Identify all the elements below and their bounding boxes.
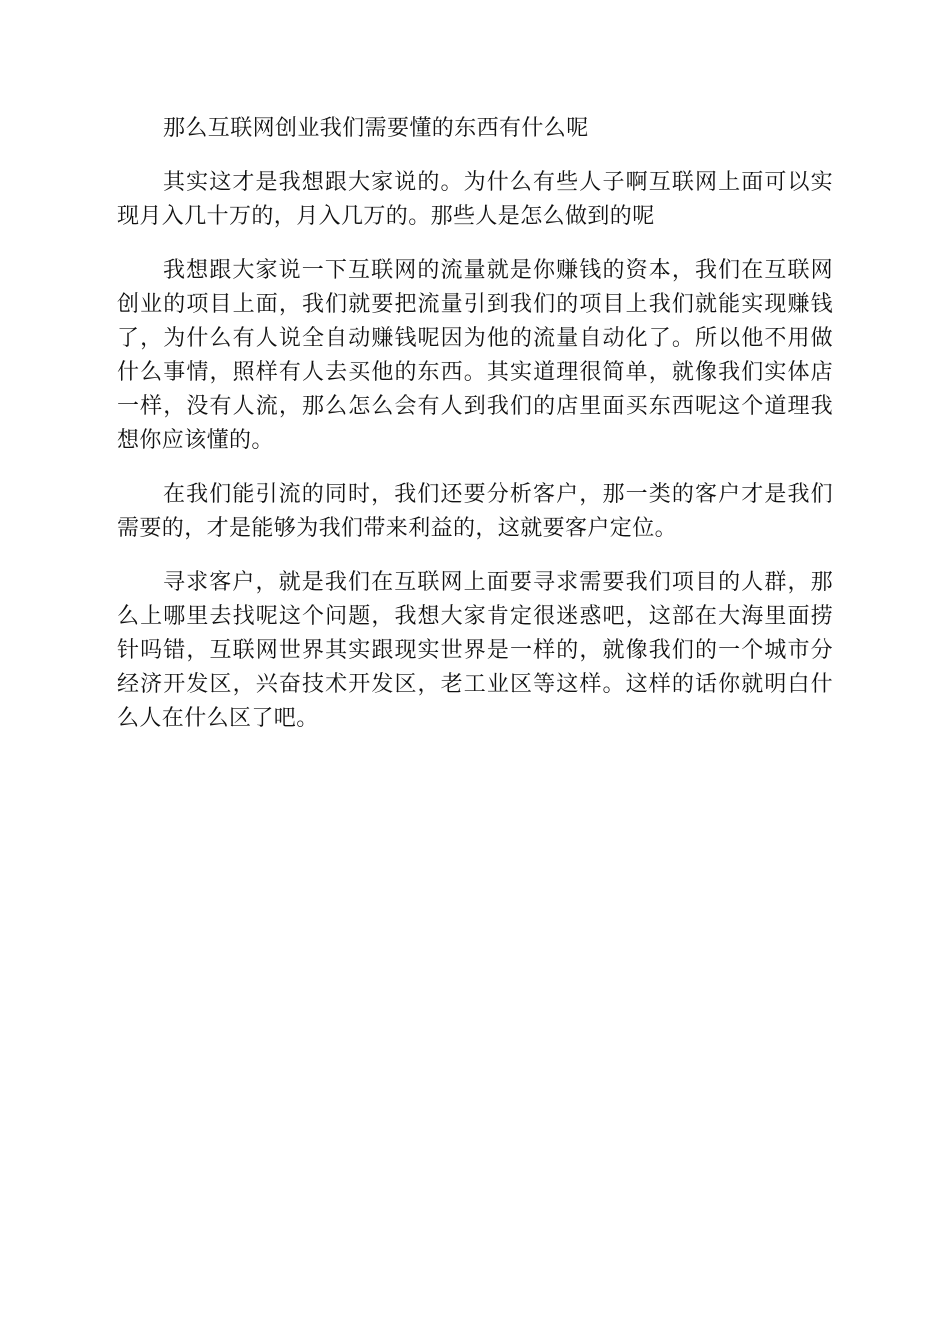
paragraph-4: 在我们能引流的同时，我们还要分析客户，那一类的客户才是我们需要的，才是能够为我们带来利益的，这就要客户定位。	[117, 482, 833, 541]
document-body	[117, 112, 833, 756]
paragraph-3: 我想跟大家说一下互联网的流量就是你赚钱的资本，我们在互联网创业的项目上面，我们就要把流量引到我们的项目上我们就能实现赚钱了，为什么有人说全自动赚钱呢因为他的流量自动化了。所以他不用做什么事情，照样有人去买他的东西。其实道理很简单，就像我们实体店一样，没有人流，那么怎么会有人到我们的店里面买东西呢这个道理我想你应该懂的。	[117, 258, 833, 453]
paragraph-1: 那么互联网创业我们需要懂的东西有什么呢	[163, 116, 589, 141]
paragraph-2: 其实这才是我想跟大家说的。为什么有些人子啊互联网上面可以实现月入几十万的，月入几万的。那些人是怎么做到的呢	[117, 170, 833, 229]
paragraph-5: 寻求客户，就是我们在互联网上面要寻求需要我们项目的人群，那么上哪里去找呢这个问题，我想大家肯定很迷惑吧，这部在大海里面捞针吗错，互联网世界其实跟现实世界是一样的，就像我们的一个城市分经济开发区，兴奋技术开发区，老工业区等这样。这样的话你就明白什么人在什么区了吧。	[117, 570, 833, 731]
